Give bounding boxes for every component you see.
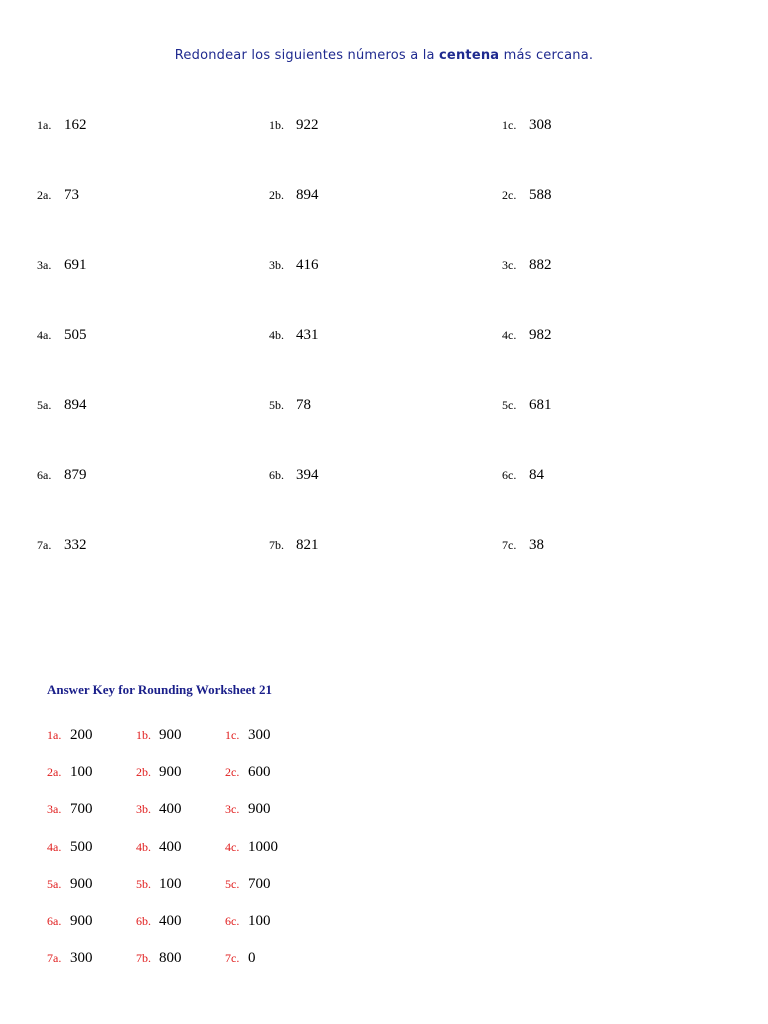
problem-label: 1b. [269,118,284,132]
answer-label: 5b. [136,877,151,891]
answer-label: 4b. [136,840,151,854]
problem-label: 2a. [37,188,52,202]
answer-value: 400 [159,801,182,817]
problem-number: 416 [296,257,319,273]
problem-label: 5b. [269,398,284,412]
title-emphasis: centena [439,48,500,63]
problem-number: 332 [64,537,87,553]
answer-item [136,875,182,893]
answer-label: 1a. [47,728,62,742]
answer-key-title: Answer Key for Rounding Worksheet 21 [47,682,272,697]
answer-item [136,726,182,744]
problem-label: 7c. [502,538,517,552]
answer-value: 0 [248,950,256,966]
problem-label: 6b. [269,468,284,482]
answer-value: 900 [159,727,182,743]
answer-label: 1c. [225,728,240,742]
problem-number: 38 [529,537,544,553]
answer-item [225,912,271,930]
problem-item [37,256,87,274]
answer-item [47,949,93,967]
answer-item [225,875,271,893]
problem-item [37,326,87,344]
answer-value: 1000 [248,839,278,855]
problem-number: 588 [529,187,552,203]
problem-item [269,396,311,414]
answer-label: 2a. [47,765,62,779]
problem-item [502,326,552,344]
problem-number: 821 [296,537,319,553]
answer-value: 300 [248,727,271,743]
answer-item [225,763,271,781]
problem-item [37,396,87,414]
answer-item [47,726,93,744]
answer-label: 7b. [136,951,151,965]
answer-item [136,800,182,818]
problem-label: 2c. [502,188,517,202]
problem-item [502,396,552,414]
answer-value: 400 [159,913,182,929]
answer-value: 900 [70,876,93,892]
problem-number: 162 [64,117,87,133]
problem-number: 882 [529,257,552,273]
problem-label: 3c. [502,258,517,272]
problem-label: 1c. [502,118,517,132]
problem-number: 894 [296,187,319,203]
problem-item [269,256,319,274]
problem-label: 5c. [502,398,517,412]
answer-label: 5c. [225,877,240,891]
title-suffix: más cercana. [503,48,594,63]
answer-item [225,800,271,818]
problem-item [269,116,319,134]
problem-item [502,466,544,484]
problem-label: 4b. [269,328,284,342]
answer-value: 700 [70,801,93,817]
answer-label: 3b. [136,802,151,816]
problem-label: 3a. [37,258,52,272]
problem-item [37,186,79,204]
answer-value: 400 [159,839,182,855]
answer-value: 100 [159,876,182,892]
answer-label: 6a. [47,914,62,928]
problem-item [37,466,87,484]
problem-item [37,116,87,134]
problem-number: 894 [64,397,87,413]
problem-item [502,116,552,134]
answer-item [136,763,182,781]
answer-label: 3a. [47,802,62,816]
answer-label: 7c. [225,951,240,965]
problem-number: 308 [529,117,552,133]
answer-label: 3c. [225,802,240,816]
problem-item [502,186,552,204]
problem-label: 6c. [502,468,517,482]
answer-item [47,875,93,893]
answer-item [47,912,93,930]
answer-value: 600 [248,764,271,780]
problem-item [269,536,319,554]
problem-label: 1a. [37,118,52,132]
problem-number: 78 [296,397,311,413]
problem-label: 7b. [269,538,284,552]
problem-number: 681 [529,397,552,413]
problem-label: 2b. [269,188,284,202]
answer-value: 100 [248,913,271,929]
answer-item [225,726,271,744]
problem-label: 6a. [37,468,52,482]
problem-label: 4c. [502,328,517,342]
problem-number: 84 [529,467,544,483]
answer-label: 2b. [136,765,151,779]
answer-item [136,949,182,967]
problem-item [269,186,319,204]
answer-label: 5a. [47,877,62,891]
problem-label: 5a. [37,398,52,412]
answer-value: 700 [248,876,271,892]
answer-value: 300 [70,950,93,966]
problem-item [269,466,319,484]
answer-value: 900 [248,801,271,817]
answer-item [47,800,93,818]
answer-item [47,838,93,856]
answer-label: 6b. [136,914,151,928]
answer-value: 500 [70,839,93,855]
problem-item [269,326,319,344]
problem-number: 431 [296,327,319,343]
answer-value: 100 [70,764,93,780]
problem-number: 73 [64,187,79,203]
answer-value: 900 [159,764,182,780]
problem-label: 3b. [269,258,284,272]
answer-value: 200 [70,727,93,743]
answer-item [225,949,256,967]
problem-label: 4a. [37,328,52,342]
answer-item [47,763,93,781]
problem-number: 922 [296,117,319,133]
answer-item [225,838,278,856]
answer-label: 6c. [225,914,240,928]
answer-value: 800 [159,950,182,966]
problem-number: 505 [64,327,87,343]
problem-number: 394 [296,467,319,483]
title-prefix: Redondear los siguientes números a la [174,48,435,63]
answer-label: 1b. [136,728,151,742]
answer-label: 4a. [47,840,62,854]
answer-value: 900 [70,913,93,929]
problem-label: 7a. [37,538,52,552]
problem-number: 879 [64,467,87,483]
answer-label: 7a. [47,951,62,965]
problem-number: 982 [529,327,552,343]
problem-item [502,536,544,554]
answer-label: 2c. [225,765,240,779]
problem-item [37,536,87,554]
answer-label: 4c. [225,840,240,854]
answer-item [136,912,182,930]
problem-item [502,256,552,274]
answer-item [136,838,182,856]
problem-number: 691 [64,257,87,273]
